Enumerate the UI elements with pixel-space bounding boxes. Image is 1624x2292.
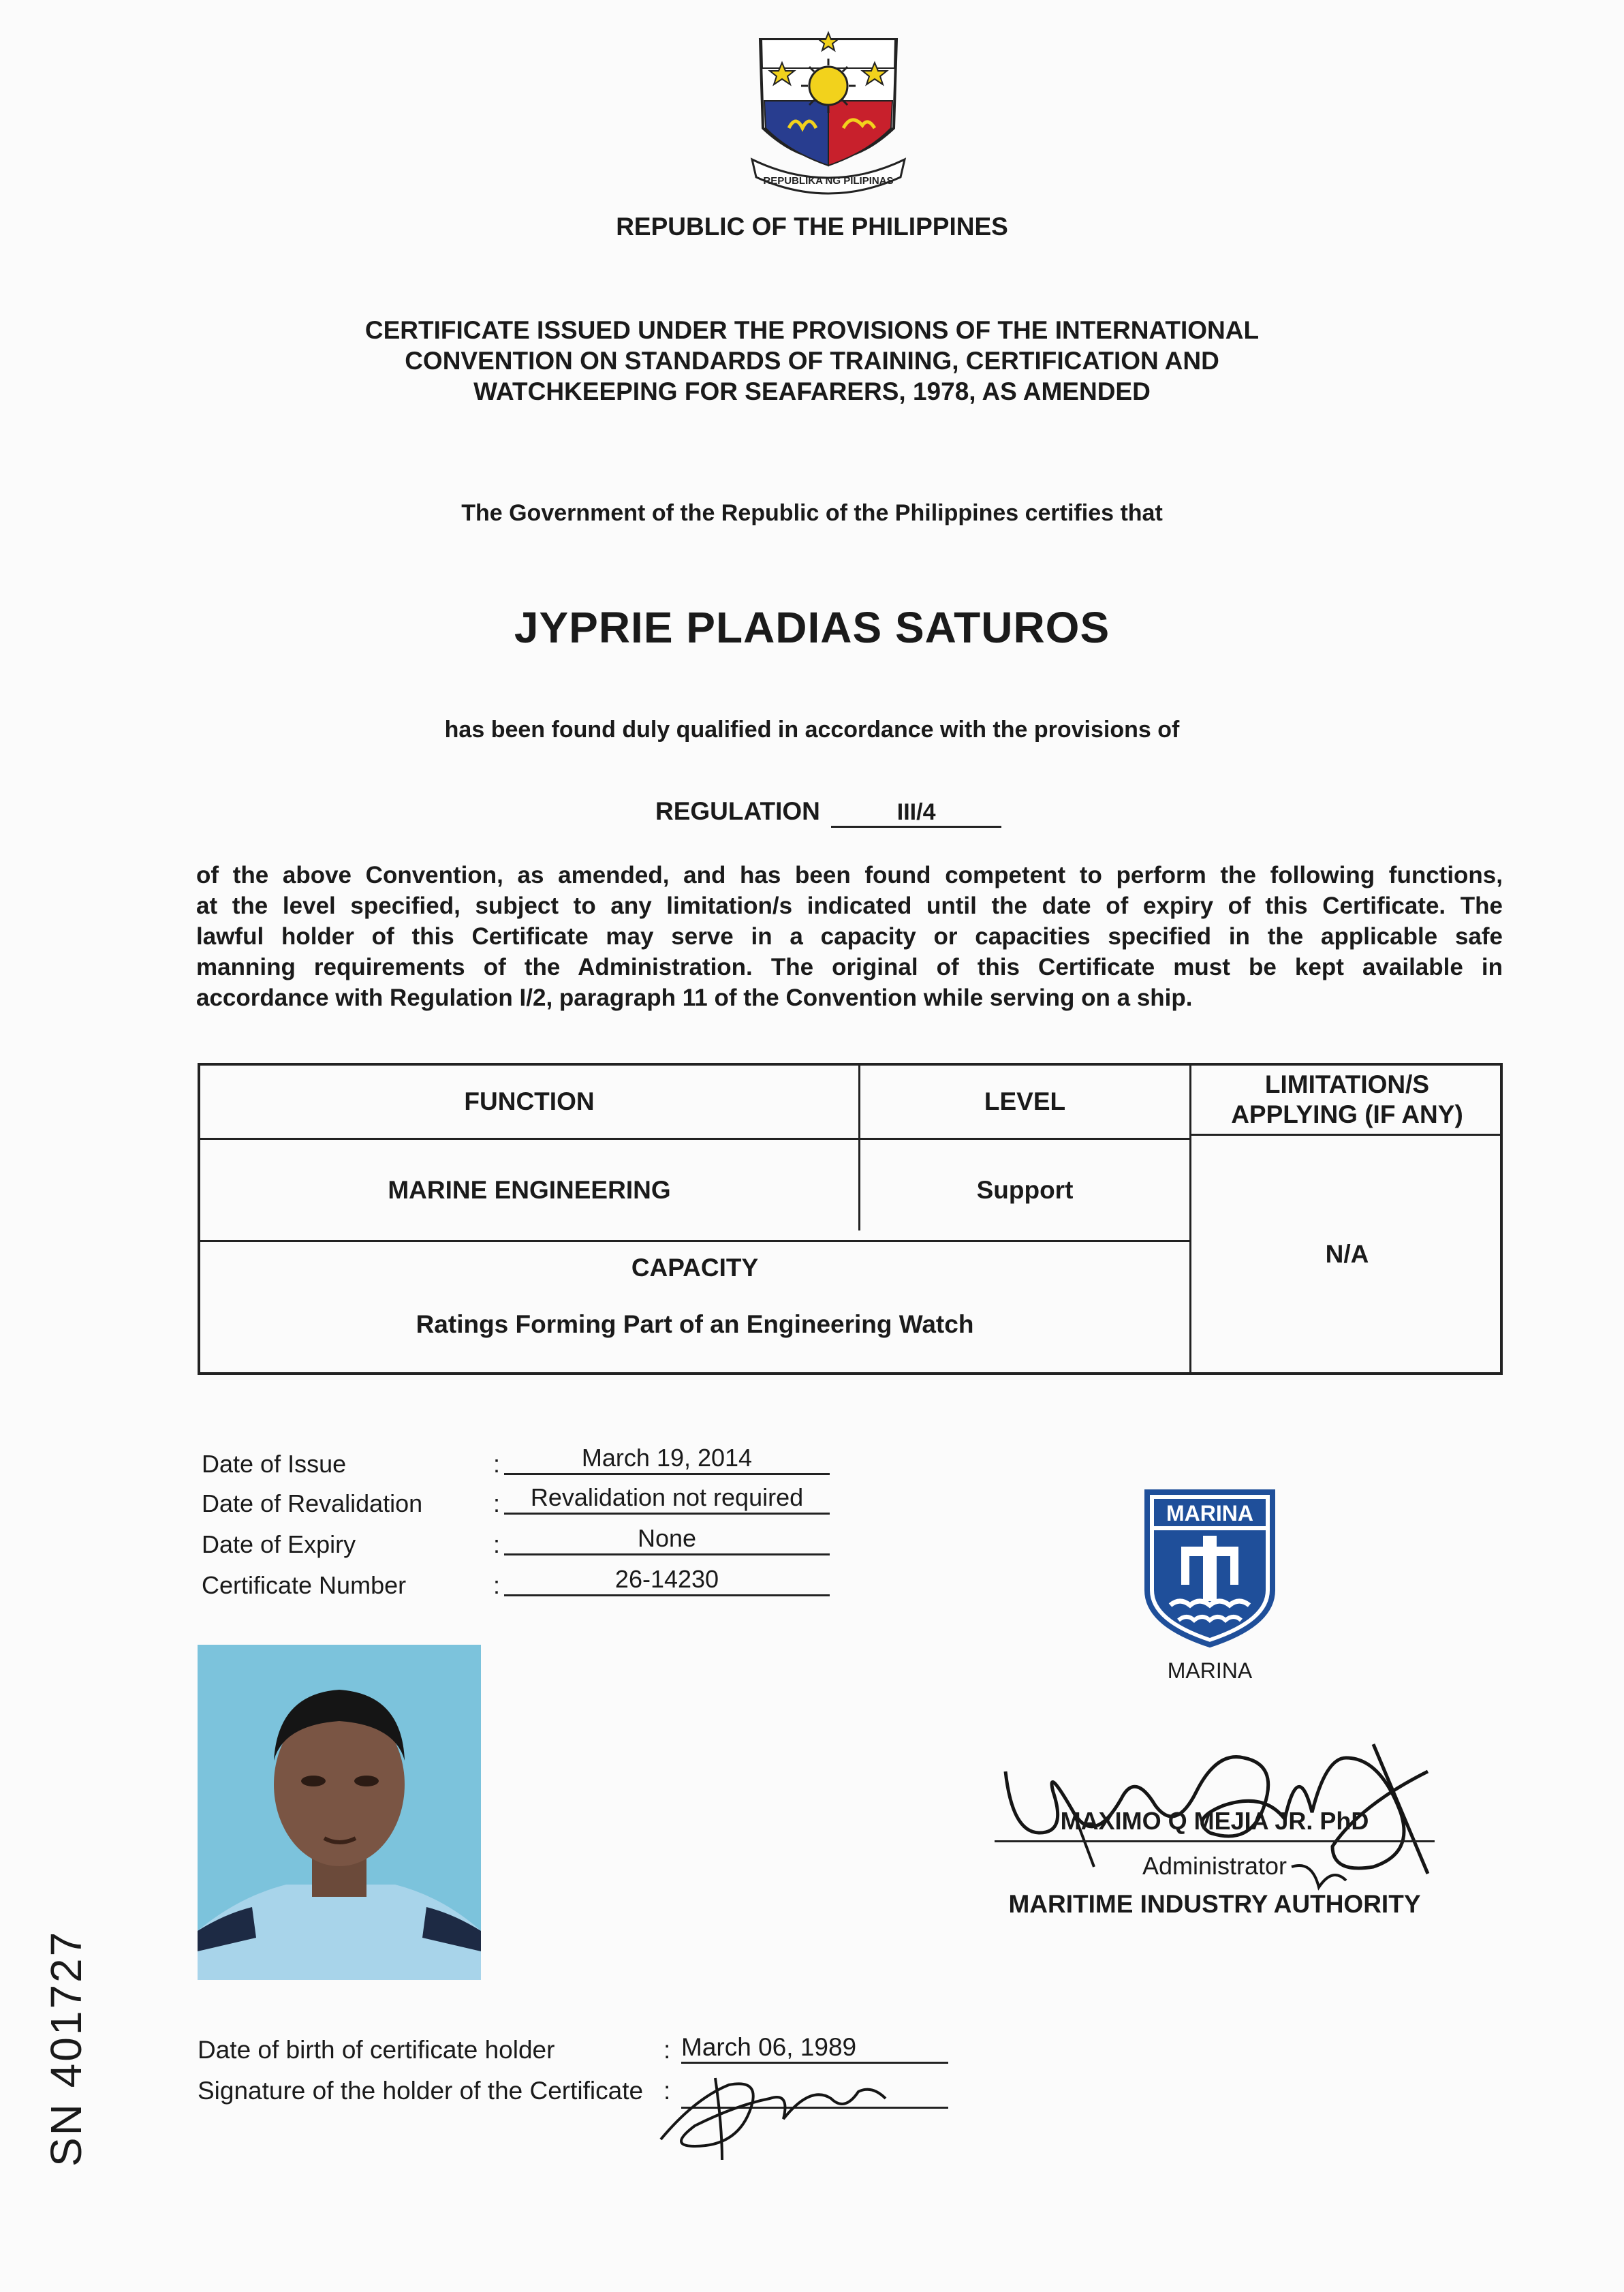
date-of-revalidation-value: Revalidation not required: [504, 1483, 830, 1515]
capacity-value: Ratings Forming Part of an Engineering Watch: [416, 1310, 974, 1338]
paragraph-line: at the level specified, subject to any limitation/s indicated until the date of expiry of this Certificate. The: [196, 893, 1503, 919]
colon: :: [493, 1530, 501, 1558]
regulation-line: [655, 797, 1001, 828]
date-of-issue-label: Date of Issue: [202, 1450, 347, 1478]
birth-date-value: March 06, 1989: [681, 2033, 948, 2064]
date-of-issue-value: March 19, 2014: [504, 1443, 830, 1475]
philippine-coat-of-arms-icon: [748, 26, 909, 204]
marina-caption: MARINA: [1167, 1658, 1253, 1683]
date-of-expiry-value: None: [504, 1523, 830, 1555]
certificate-heading-line: CONVENTION ON STANDARDS OF TRAINING, CERTIFICATION AND: [405, 347, 1219, 375]
date-of-revalidation-label: Date of Revalidation: [202, 1489, 423, 1517]
certificate-heading-line: CERTIFICATE ISSUED UNDER THE PROVISIONS OF THE INTERNATIONAL: [364, 316, 1260, 344]
portrait-icon: [198, 1645, 481, 1980]
paragraph-line: accordance with Regulation I/2, paragraph 11 of the Convention while serving on a ship.: [196, 985, 1193, 1011]
country-title: REPUBLIC OF THE PHILIPPINES: [616, 213, 1008, 241]
certificate-heading: [0, 315, 1624, 407]
paragraph-line: lawful holder of this Certificate may serve in a capacity or capacities specified in the applicable safe: [196, 923, 1503, 950]
serial-number: SN 401727: [42, 1930, 91, 2167]
certificate-heading-line: WATCHKEEPING FOR SEAFARERS, 1978, AS AMENDED: [473, 377, 1151, 405]
birth-date-label: Date of birth of certificate holder: [198, 2036, 555, 2064]
agency-name: MARITIME INDUSTRY AUTHORITY: [1008, 1890, 1421, 1918]
certificate-paragraph: [196, 860, 1503, 1013]
paragraph-line: manning requirements of the Administration. The original of this Certificate must be kept available in: [196, 954, 1503, 980]
function-value: MARINE ENGINEERING: [388, 1175, 671, 1204]
administrator-name: MAXIMO Q MEJIA JR. PhD: [1060, 1807, 1369, 1835]
function-table: [198, 1063, 1503, 1375]
limitation-value: N/A: [1325, 1239, 1369, 1268]
emblem-motto: REPUBLIKA NG PILIPINAS: [763, 175, 894, 187]
signature-line: [995, 1840, 1435, 1842]
holder-signature-label: Signature of the holder of the Certificate: [198, 2077, 644, 2105]
regulation-value: III/4: [831, 799, 1001, 828]
qualified-line: has been found duly qualified in accordance with the provisions of: [444, 717, 1180, 743]
regulation-label: REGULATION: [655, 797, 820, 825]
holder-name: JYPRIE PLADIAS SATUROS: [514, 603, 1110, 652]
colon: :: [663, 2077, 671, 2105]
holder-photo: [198, 1645, 481, 1980]
level-header: LEVEL: [984, 1087, 1066, 1115]
marina-logo-text: MARINA: [1166, 1501, 1253, 1526]
date-of-expiry-label: Date of Expiry: [202, 1530, 356, 1558]
function-header: FUNCTION: [464, 1087, 595, 1115]
holder-signature-icon: [654, 2058, 899, 2167]
paragraph-line: of the above Convention, as amended, and has been found competent to perform the following functions,: [196, 862, 1503, 888]
colon: :: [663, 2036, 671, 2064]
certificate-number-label: Certificate Number: [202, 1571, 407, 1599]
level-value: Support: [976, 1175, 1074, 1204]
marina-logo-icon: [1143, 1488, 1277, 1649]
colon: :: [493, 1489, 501, 1517]
colon: :: [493, 1571, 501, 1599]
table-divider: [200, 1240, 1189, 1242]
capacity-header: CAPACITY: [631, 1254, 759, 1282]
colon: :: [493, 1450, 501, 1478]
limitation-header: LIMITATION/S APPLYING (IF ANY): [1231, 1070, 1463, 1128]
administrator-title: Administrator: [1142, 1852, 1287, 1880]
government-certifies-line: The Government of the Republic of the Philippines certifies that: [461, 500, 1163, 526]
certificate-number-value: 26-14230: [504, 1564, 830, 1596]
